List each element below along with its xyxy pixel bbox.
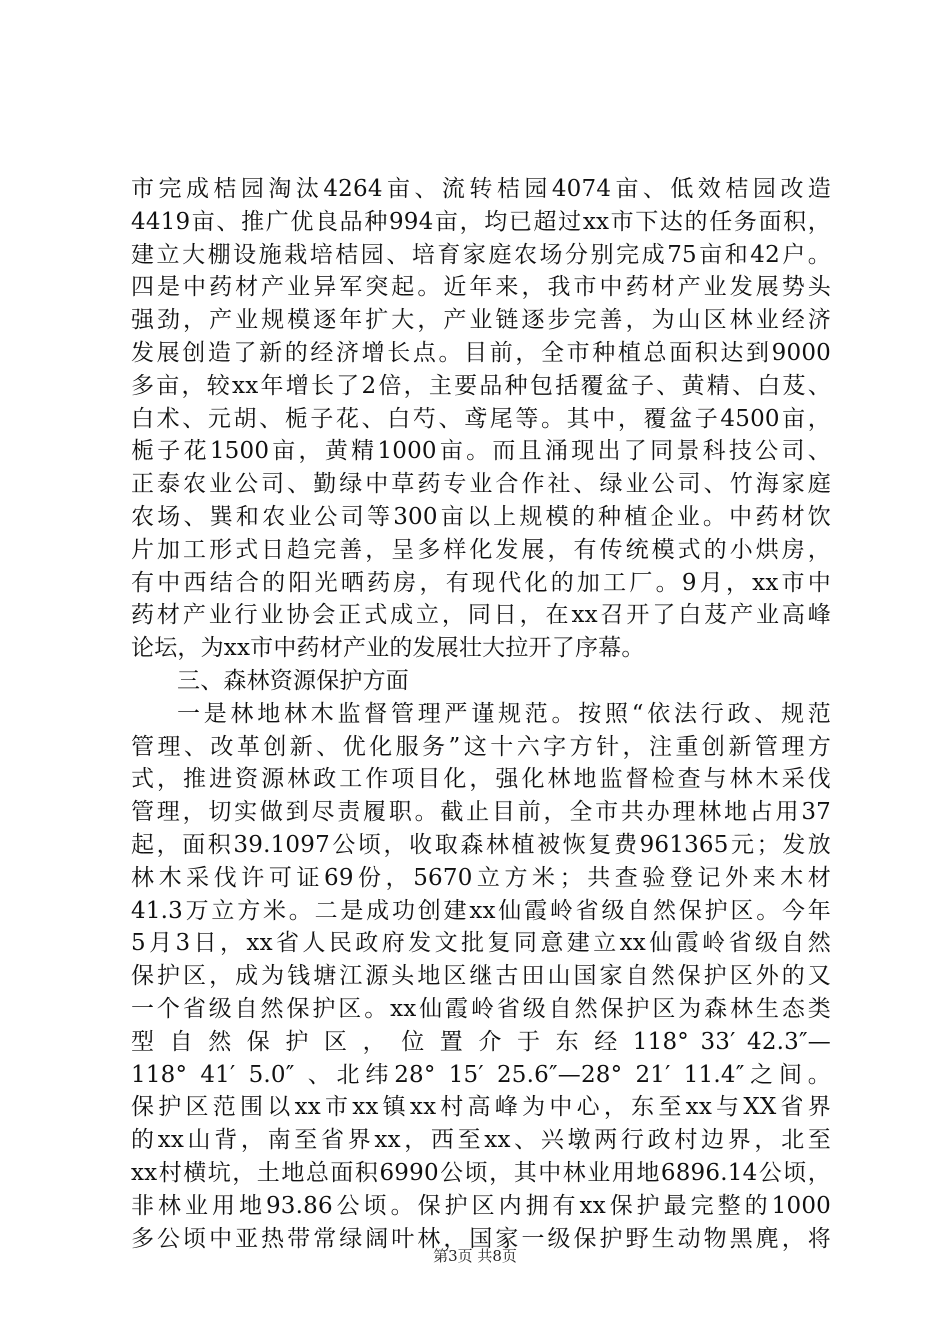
- text-line: 片加工形式日趋完善，呈多样化发展，有传统模式的小烘房，: [131, 536, 831, 563]
- text-line: 多公顷中亚热带常绿阔叶林，国家一级保护野生动物黑麂，将: [131, 1225, 831, 1252]
- text-line: 非林业用地93.86公顷。保护区内拥有xx保护最完整的1000: [131, 1192, 831, 1219]
- text-line: 保护区，成为钱塘江源头地区继古田山国家自然保护区外的又: [131, 963, 831, 990]
- text-line: xx村横坑，土地总面积6990公顷，其中林业用地6896.14公顷，: [131, 1159, 831, 1186]
- text-line: 白术、元胡、栀子花、白芍、鸢尾等。其中，覆盆子4500亩，: [131, 405, 831, 432]
- page-number-label: 第3页 共8页: [433, 1247, 517, 1265]
- text-line: 四是中药材产业异军突起。近年来，我市中药材产业发展势头: [131, 274, 831, 301]
- section-heading: 三、森林资源保护方面: [177, 667, 409, 694]
- text-line: 型 自 然 保 护 区 ， 位 置 介 于 东 经 118° 33′ 42.3″—: [131, 1028, 831, 1055]
- text-line: 建立大棚设施栽培桔园、培育家庭农场分别完成75亩和42户。: [131, 241, 831, 268]
- text-line: 5月3日，xx省人民政府发文批复同意建立xx仙霞岭省级自然: [131, 930, 831, 957]
- text-line: 农场、巽和农业公司等300亩以上规模的种植企业。中药材饮: [131, 503, 831, 530]
- text-line: 管理、改革创新、优化服务”这十六字方针，注重创新管理方: [131, 733, 831, 760]
- text-line: 发展创造了新的经济增长点。目前，全市种植总面积达到9000: [131, 339, 831, 366]
- text-line: 一个省级自然保护区。xx仙霞岭省级自然保护区为森林生态类: [131, 995, 831, 1022]
- text-line: 市完成桔园淘汰4264亩、流转桔园4074亩、低效桔园改造: [131, 176, 831, 202]
- text-line: 强劲，产业规模逐年扩大，产业链逐步完善，为山区林业经济: [131, 307, 831, 334]
- text-line: 保护区范围以xx市xx镇xx村高峰为中心，东至xx与XX省界: [131, 1094, 831, 1121]
- text-line: 正泰农业公司、勤绿中草药专业合作社、绿业公司、竹海家庭: [131, 471, 831, 498]
- text-line: 的xx山背，南至省界xx，西至xx、兴墩两行政村边界，北至: [131, 1127, 831, 1154]
- text-line: 起，面积39.1097公顷，收取森林植被恢复费961365元；发放: [131, 831, 831, 858]
- text-line: 栀子花1500亩，黄精1000亩。而且涌现出了同景科技公司、: [131, 438, 831, 465]
- text-line: 41.3万立方米。二是成功创建xx仙霞岭省级自然保护区。今年: [131, 897, 831, 924]
- text-line: 论坛，为xx市中药材产业的发展壮大拉开了序幕。: [131, 635, 645, 662]
- text-line: 药材产业行业协会正式成立，同日，在xx召开了白芨产业高峰: [131, 602, 831, 629]
- document-body: [131, 173, 831, 1255]
- text-line: 多亩，较xx年增长了2倍，主要品种包括覆盆子、黄精、白芨、: [131, 372, 831, 399]
- text-line: 式，推进资源林政工作项目化，强化林地监督检查与林木采伐: [131, 766, 831, 793]
- page-footer: [0, 1245, 950, 1266]
- text-line: 林木采伐许可证69份，5670立方米；共查验登记外来木材: [131, 864, 831, 891]
- text-line: 一是林地林木监督管理严谨规范。按照“依法行政、规范: [177, 700, 831, 727]
- text-line: 118° 41′ 5.0″ 、北纬28° 15′ 25.6″—28° 21′ 11.4″之间。: [131, 1061, 831, 1088]
- text-line: 有中西结合的阳光晒药房，有现代化的加工厂。9月，xx市中: [131, 569, 831, 596]
- text-line: 4419亩、推广优良品种994亩，均已超过xx市下达的任务面积，: [131, 208, 831, 235]
- text-line: 管理，切实做到尽责履职。截止目前，全市共办理林地占用37: [131, 799, 831, 826]
